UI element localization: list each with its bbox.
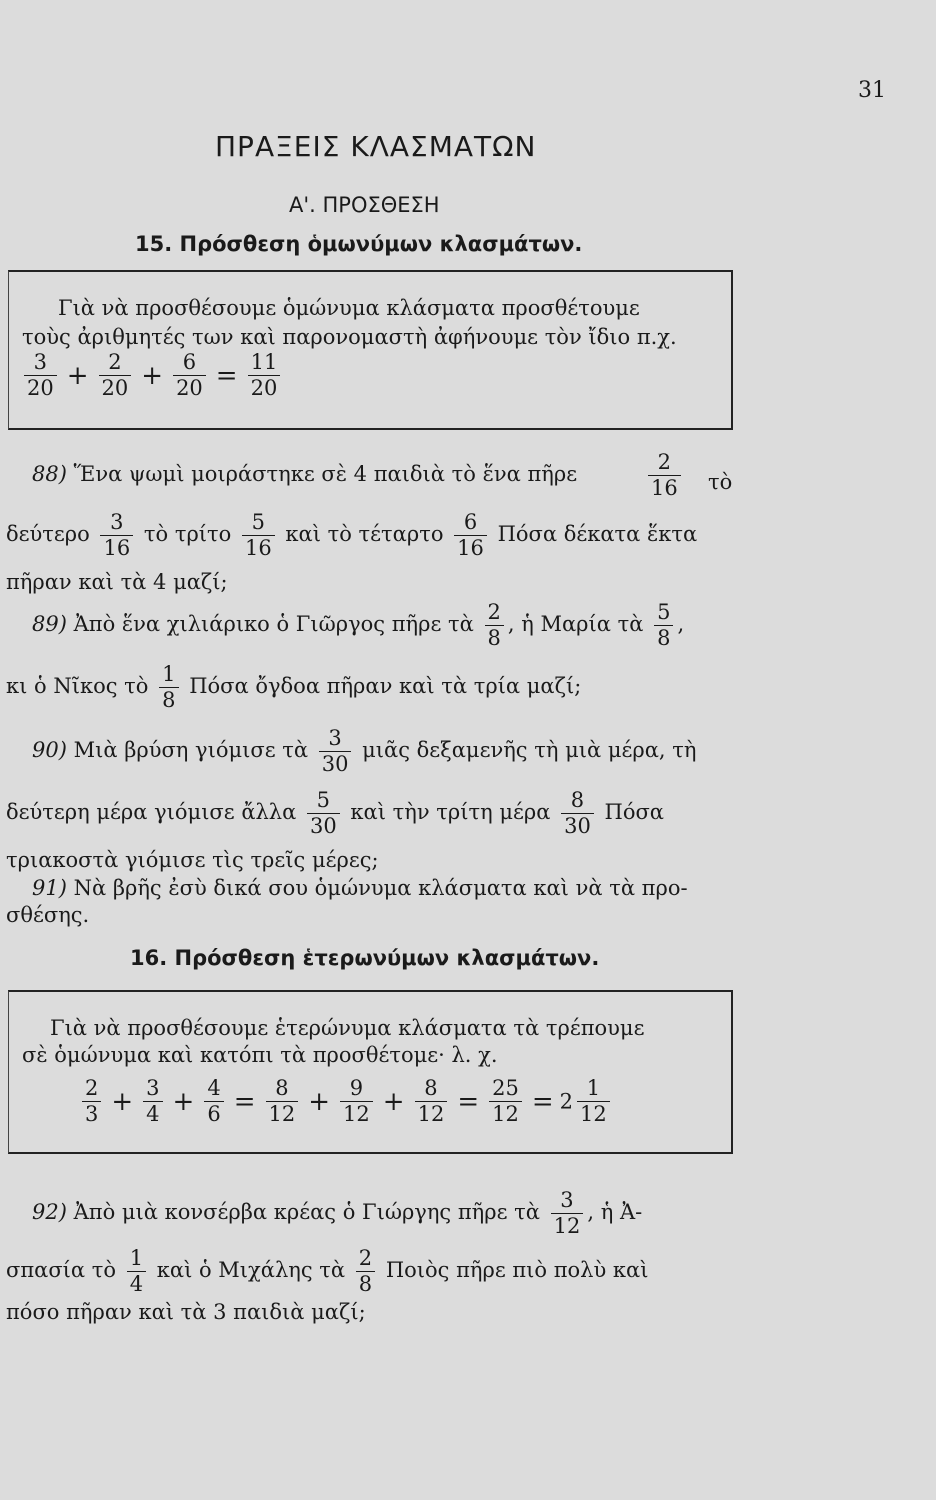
section-15-heading: 15. Πρόσθεση ὁμωνύμων κλασμάτων.: [135, 232, 583, 256]
exercise-88-line-2: δεύτερο $\frac{3}{16}$ τὸ τρίτο $\frac{5}{16}$ καὶ τὸ τέταρτο $\frac{6}{16}$ Πόσα δέκατα ἕκτα: [6, 510, 698, 560]
exercise-89-line-2: κι ὁ Νῖκος τὸ $\frac{1}{8}$ Πόσα ὄγδοα πῆραν καὶ τὰ τρία μαζί;: [6, 662, 582, 712]
fraction: $\frac{2}{20}$: [99, 352, 132, 399]
exercise-91-line-1: 91) Νὰ βρῆς ἐσὺ δικά σου ὁμώνυμα κλάσματα καὶ νὰ τὰ προ-: [32, 876, 688, 900]
exercise-91-line-2: σθέσης.: [6, 903, 90, 927]
exercise-92-line-1: 92) Ἀπὸ μιὰ κονσέρβα κρέας ὁ Γιώργης πῆρε τὰ $\frac{3}{12}$ , ἡ Ἀ-: [32, 1188, 643, 1238]
rule-16-example: $\frac{2}{3}$ + $\frac{3}{4}$ + $\frac{4}{6}$ = $\frac{8}{12}$ + $\frac{9}{12}$ + $\frac{8}{12}$ = $\frac{25}{12}$ = 2 $\frac{1}{12}$: [78, 1078, 614, 1125]
fraction: $\frac{11}{20}$: [248, 352, 281, 399]
page-title: ΠΡΑΞΕΙΣ ΚΛΑΣΜΑΤΩΝ: [215, 130, 537, 163]
exercise-90-line-1: 90) Μιὰ βρύση γιόμισε τὰ $\frac{3}{30}$ μιᾶς δεξαμενῆς τὴ μιὰ μέρα, τὴ: [32, 726, 697, 776]
fraction: $\frac{3}{20}$: [24, 352, 57, 399]
exercise-92-line-3: πόσο πῆραν καὶ τὰ 3 παιδιὰ μαζί;: [6, 1300, 366, 1324]
exercise-88-line-3: πῆραν καὶ τὰ 4 μαζί;: [6, 570, 228, 594]
exercise-90-line-2: δεύτερη μέρα γιόμισε ἄλλα $\frac{5}{30}$ καὶ τὴν τρίτη μέρα $\frac{8}{30}$ Πόσα: [6, 788, 664, 838]
page-number: 31: [858, 78, 886, 103]
exercise-92-line-2: σπασία τὸ $\frac{1}{4}$ καὶ ὁ Μιχάλης τὰ $\frac{2}{8}$ Ποιὸς πῆρε πιὸ πολὺ καὶ: [6, 1246, 649, 1296]
rule-15-line-2: τοὺς ἀριθμητές των καὶ παρονομαστὴ ἀφήνουμε τὸν ἴδιο π.χ.: [22, 325, 677, 349]
rule-15-example: $\frac{3}{20}$ + $\frac{2}{20}$ + $\frac{6}{20}$ = $\frac{11}{20}$: [20, 352, 284, 399]
exercise-88-fraction-1: $\frac{2}{16}$: [644, 452, 685, 499]
rule-16-line-2: σὲ ὁμώνυμα καὶ κατόπι τὰ προσθέτομε· λ. χ.: [22, 1043, 498, 1067]
exercise-88-line-1-end: τὸ: [708, 470, 733, 494]
rule-16-line-1: Γιὰ νὰ προσθέσουμε ἑτερώνυμα κλάσματα τὰ τρέπουμε: [50, 1016, 645, 1040]
exercise-88-line-1: 88) Ἕνα ψωμὶ μοιράστηκε σὲ 4 παιδιὰ τὸ ἕνα πῆρε: [32, 462, 578, 486]
fraction: $\frac{6}{20}$: [173, 352, 206, 399]
exercise-90-line-3: τριακοστὰ γιόμισε τὶς τρεῖς μέρες;: [6, 848, 379, 872]
section-16-heading: 16. Πρόσθεση ἑτερωνύμων κλασμάτων.: [130, 946, 600, 970]
rule-box-16: [8, 990, 733, 1154]
rule-15-line-1: Γιὰ νὰ προσθέσουμε ὁμώνυμα κλάσματα προσθέτουμε: [58, 296, 640, 320]
page-subtitle: Α'. ΠΡΟΣΘΕΣΗ: [289, 193, 440, 217]
exercise-89-line-1: 89) Ἀπὸ ἕνα χιλιάρικο ὁ Γιῶργος πῆρε τὰ $\frac{2}{8}$ , ἡ Μαρία τὰ $\frac{5}{8}$ ,: [32, 600, 685, 650]
